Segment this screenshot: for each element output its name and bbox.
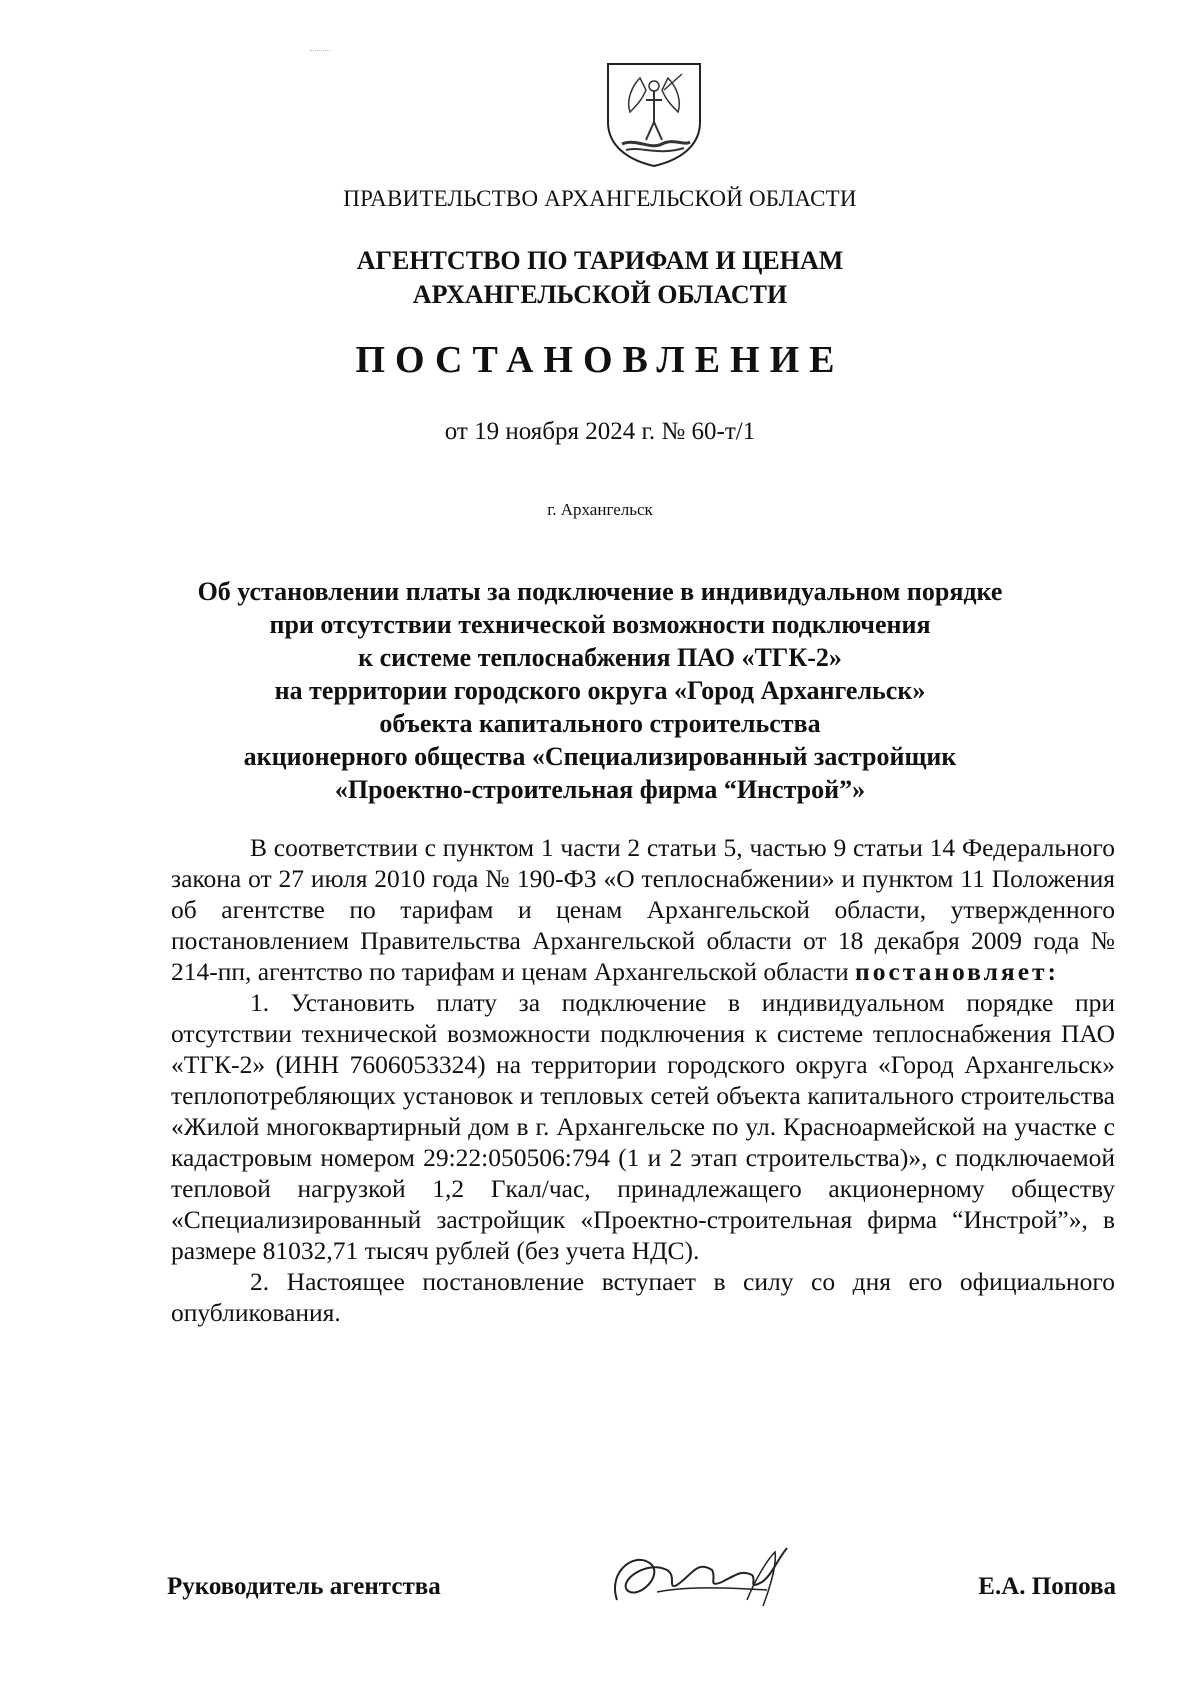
subject-line: на территории городского округа «Город Архангельск» [274,676,926,705]
agency-name-line2: АРХАНГЕЛЬСКОЙ ОБЛАСТИ [412,280,788,309]
subject-line: объекта капитального строительства [379,709,821,738]
signatory-name: Е.А. Попова [978,1573,1116,1600]
item-1-paragraph: 1. Установить плату за подключение в индивидуальном порядке при отсутствии технической возможности подключения к системе теплоснабжения ПАО «ТГК-2» (ИНН 7606053324) на территории городского округа «Город Архангельск» теплопотребляющих установок и тепловых сетей объекта капитального строительства «Жилой многоквартирный дом в г. Архангельске по ул. Красноармейской на участке с кадастровым номером 29:22:050506:794 (1 и 2 этап строительства)», с подключаемой тепловой нагрузкой 1,2 Гкал/час, принадлежащего акционерному обществу «Специализированный застройщик «Проектно-строительная фирма “Инстрой”», в размере 81032,71 тысяч рублей (без учета НДС). [171,988,1115,1265]
subject-line: «Проектно-строительная фирма “Инстрой”» [334,775,866,804]
subject-line: Об установлении платы за подключение в индивидуальном порядке [197,577,1003,606]
coat-of-arms-emblem [602,60,706,168]
scan-artifact [310,50,330,53]
document-subject [0,575,1200,806]
item-2-paragraph: 2. Настоящее постановление вступает в силу со дня его официального опубликования. [171,1267,1115,1327]
agency-name [0,244,1200,312]
document-date-number: от 19 ноября 2024 г. № 60-т/1 [444,418,756,445]
signatory-title: Руководитель агентства [167,1573,441,1600]
agency-name-line1: АГЕНТСТВО ПО ТАРИФАМ И ЦЕНАМ [356,246,844,275]
document-type-title: ПОСТАНОВЛЕНИЕ [355,339,845,381]
subject-line: при отсутствии технической возможности подключения [269,610,931,639]
preamble-paragraph [171,832,1115,987]
preamble-text: В соответствии с пунктом 1 части 2 статьи 5, частью 9 статьи 14 Федерального закона от 27 июля 2010 года № 190-ФЗ «О теплоснабжении» и пунктом 11 Положения об агентстве по тарифам и ценам Архангельской области, утвержденного постановлением Правительства Архангельской области от 18 декабря 2009 года № 214-пп, агентство по тарифам и ценам Архангельской области [171,833,1115,986]
subject-line: акционерного общества «Специализированный застройщик [243,742,957,771]
document-body [171,832,1115,1328]
subject-line: к системе теплоснабжения ПАО «ТГК-2» [358,643,842,672]
government-name: ПРАВИТЕЛЬСТВО АРХАНГЕЛЬСКОЙ ОБЛАСТИ [343,186,857,211]
handwritten-signature [597,1530,797,1620]
document-city: г. Архангельск [547,500,653,519]
resolves-word: постановляет: [855,957,1060,986]
